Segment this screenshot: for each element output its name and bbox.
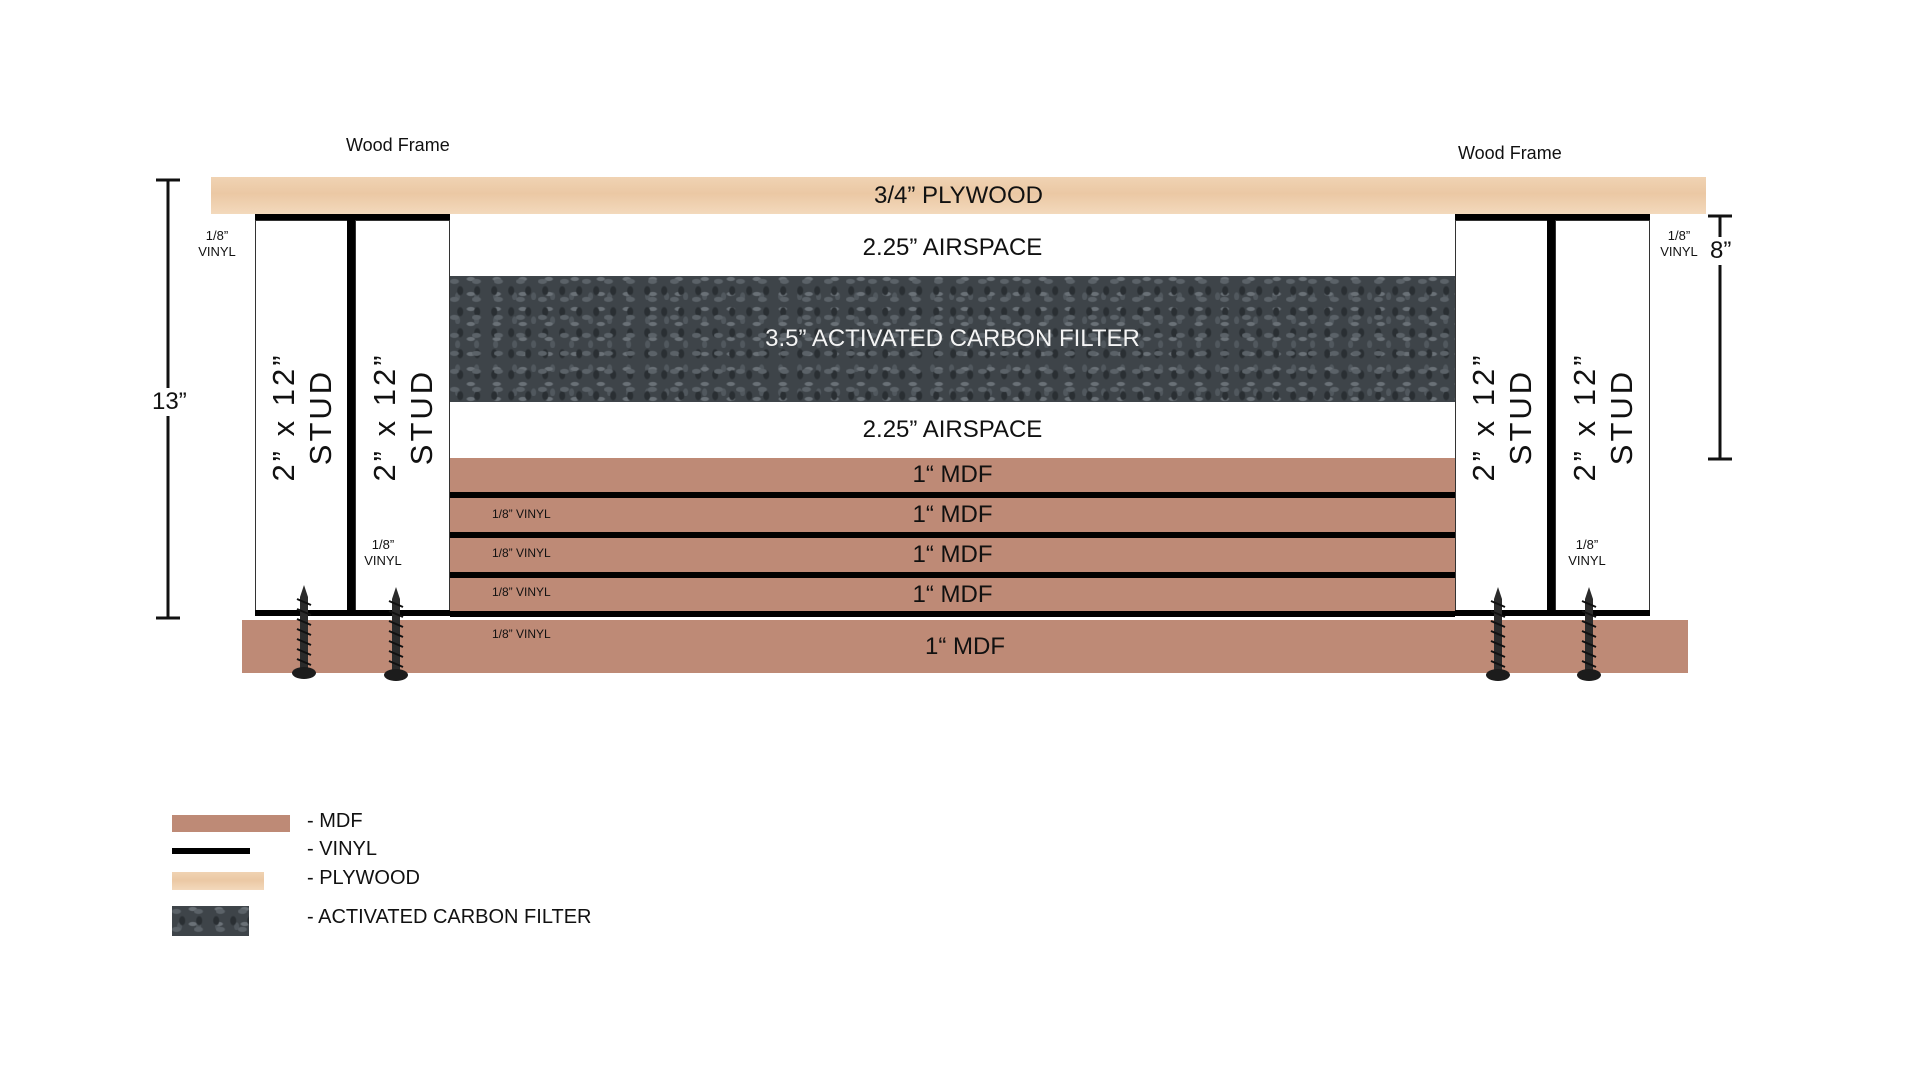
screw-icon [1577, 587, 1601, 681]
mdf-layer-5: 1“ MDF [242, 620, 1688, 673]
mdf-layer-3: 1“ MDF [450, 538, 1455, 572]
vinyl-callout-top-left: 1/8” VINYL [198, 228, 236, 259]
wood-frame-label-right: Wood Frame [1458, 143, 1562, 163]
legend-swatch-mdf [172, 815, 290, 832]
mdf-layer-4: 1“ MDF [450, 578, 1455, 611]
dimension-label-left: 13” [152, 388, 187, 415]
legend-swatch-vinyl [172, 848, 250, 854]
dimension-label-right: 8” [1710, 237, 1732, 264]
mdf-layer-2: 1“ MDF [450, 498, 1455, 532]
stud-label: 2” x 12” STUD [266, 352, 338, 482]
carbon-filter-label: 3.5” ACTIVATED CARBON FILTER [765, 325, 1140, 352]
legend-label-mdf: - MDF [307, 810, 363, 832]
stud-label: 2” x 12” STUD [1466, 352, 1538, 482]
screw-icon [292, 585, 316, 679]
stud-label: 2” x 12” STUD [1566, 352, 1639, 482]
vinyl-callout-bottom-right: 1/8” VINYL [1568, 537, 1606, 568]
vinyl-callout-bottom-left: 1/8” VINYL [364, 537, 402, 568]
airspace-top-label: 2.25” AIRSPACE [862, 234, 1043, 261]
vinyl-label-4: 1/8” VINYL [492, 627, 551, 641]
vinyl-label-1: 1/8” VINYL [492, 507, 551, 521]
stud-label: 2” x 12” STUD [366, 352, 439, 482]
vinyl-label-2: 1/8” VINYL [492, 546, 551, 560]
legend-label-carbon: - ACTIVATED CARBON FILTER [307, 906, 592, 928]
plywood-label: 3/4” PLYWOOD [874, 181, 1043, 209]
legend-swatch-plywood [172, 872, 264, 890]
legend-label-vinyl: - VINYL [307, 838, 378, 860]
vinyl-callout-top-right: 1/8” VINYL [1660, 228, 1698, 259]
screw-icon [1486, 587, 1510, 681]
airspace-bottom-label: 2.25” AIRSPACE [862, 416, 1043, 443]
wood-frame-label-left: Wood Frame [346, 135, 450, 155]
legend-swatch-carbon [172, 906, 249, 936]
screw-icon [384, 587, 408, 681]
legend-label-plywood: - PLYWOOD [307, 867, 420, 889]
mdf-layer-1: 1“ MDF [450, 458, 1455, 492]
vinyl-label-3: 1/8” VINYL [492, 585, 551, 599]
